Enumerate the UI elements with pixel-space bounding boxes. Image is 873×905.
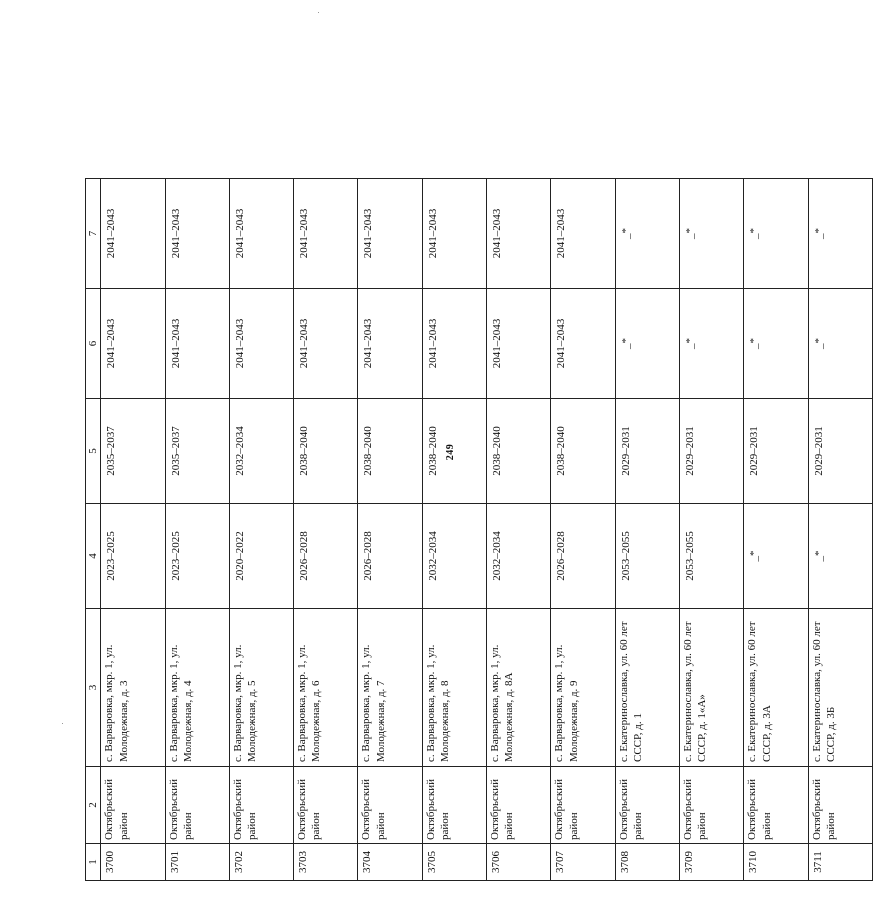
period-cell-5: 2035–2037 [165,399,229,504]
period-cell-6: 2041–2043 [422,289,486,399]
table-row [808,179,872,881]
district-cell: Октябрьский район [808,767,872,844]
period-cell-5: 2029–2031 [679,399,743,504]
period-cell-7: _* [744,179,808,289]
period-cell-4: 2026–2028 [551,504,615,609]
table-row [615,179,679,881]
address-cell: с. Варваровка, мкр. 1, ул. Молодежная, д. 4 [165,609,229,767]
period-cell-7: 2041–2043 [294,179,358,289]
table-row [422,179,486,881]
period-cell-6: _* [808,289,872,399]
column-header-6: 6 [86,289,101,399]
period-cell-5: 2029–2031 [615,399,679,504]
table-row [744,179,808,881]
period-cell-5: 2038–2040 [358,399,422,504]
column-header-3: 3 [86,609,101,767]
row-number: 3703 [294,844,358,881]
row-number: 3701 [165,844,229,881]
table-row [551,179,615,881]
district-cell: Октябрьский район [487,767,551,844]
period-cell-7: _* [679,179,743,289]
district-cell: Октябрьский район [551,767,615,844]
scan-speck [62,723,63,724]
page-number: 249 [445,443,456,461]
period-cell-5: 2038–2040 [487,399,551,504]
period-cell-7: 2041–2043 [487,179,551,289]
address-cell: с. Варваровка, мкр. 1, ул. Молодежная, д. 3 [101,609,165,767]
address-cell: с. Екатеринославка, ул. 60 лет СССР, д. 1«А» [679,609,743,767]
period-cell-4: _* [744,504,808,609]
period-cell-6: 2041–2043 [487,289,551,399]
period-cell-4: 2053–2055 [679,504,743,609]
address-cell: с. Варваровка, мкр. 1, ул. Молодежная, д. 8А [487,609,551,767]
column-header-4: 4 [86,504,101,609]
period-cell-6: 2041–2043 [229,289,293,399]
district-cell: Октябрьский район [294,767,358,844]
address-cell: с. Екатеринославка, ул. 60 лет СССР, д. 1 [615,609,679,767]
address-cell: с. Варваровка, мкр. 1, ул. Молодежная, д. 7 [358,609,422,767]
scan-speck [318,12,319,13]
period-cell-5: 2035–2037 [101,399,165,504]
period-cell-4: 2032–2034 [422,504,486,609]
period-cell-6: _* [744,289,808,399]
schedule-table [85,178,873,881]
row-number: 3707 [551,844,615,881]
period-cell-5: 2038–2040 [294,399,358,504]
row-number: 3705 [422,844,486,881]
period-cell-5: 2038–2040 [551,399,615,504]
period-cell-7: 2041–2043 [229,179,293,289]
period-cell-7: 2041–2043 [422,179,486,289]
column-header-1: 1 [86,844,101,881]
period-cell-4: _* [808,504,872,609]
period-cell-5: 2029–2031 [808,399,872,504]
period-cell-7: 2041–2043 [101,179,165,289]
period-cell-4: 2032–2034 [487,504,551,609]
address-cell: с. Варваровка, мкр. 1, ул. Молодежная, д. 5 [229,609,293,767]
rotated-page-content [85,93,837,881]
table-row [229,179,293,881]
row-number: 3702 [229,844,293,881]
column-header-5: 5 [86,399,101,504]
period-cell-6: 2041–2043 [165,289,229,399]
district-cell: Октябрьский район [358,767,422,844]
period-cell-7: _* [615,179,679,289]
row-number: 3700 [101,844,165,881]
table-row [165,179,229,881]
address-cell: с. Варваровка, мкр. 1, ул. Молодежная, д. 8 [422,609,486,767]
row-number: 3709 [679,844,743,881]
period-cell-7: _* [808,179,872,289]
period-cell-5: 2038–2040 [422,399,486,504]
period-cell-6: 2041–2043 [358,289,422,399]
district-cell: Октябрьский район [229,767,293,844]
period-cell-6: _* [679,289,743,399]
period-cell-7: 2041–2043 [358,179,422,289]
district-cell: Октябрьский район [615,767,679,844]
address-cell: с. Варваровка, мкр. 1, ул. Молодежная, д. 9 [551,609,615,767]
period-cell-7: 2041–2043 [165,179,229,289]
district-cell: Октябрьский район [165,767,229,844]
district-cell: Октябрьский район [422,767,486,844]
period-cell-4: 2023–2025 [165,504,229,609]
table-row [679,179,743,881]
period-cell-7: 2041–2043 [551,179,615,289]
table-row [101,179,165,881]
district-cell: Октябрьский район [679,767,743,844]
table-row [294,179,358,881]
period-cell-6: _* [615,289,679,399]
row-number: 3708 [615,844,679,881]
period-cell-4: 2023–2025 [101,504,165,609]
period-cell-6: 2041–2043 [551,289,615,399]
column-header-2: 2 [86,767,101,844]
row-number: 3710 [744,844,808,881]
table-header-row [86,179,101,881]
period-cell-4: 2026–2028 [294,504,358,609]
period-cell-4: 2053–2055 [615,504,679,609]
district-cell: Октябрьский район [101,767,165,844]
period-cell-5: 2029–2031 [744,399,808,504]
address-cell: с. Екатеринославка, ул. 60 лет СССР, д. 3А [744,609,808,767]
district-cell: Октябрьский район [744,767,808,844]
row-number: 3704 [358,844,422,881]
column-header-7: 7 [86,179,101,289]
period-cell-4: 2020–2022 [229,504,293,609]
table-row [487,179,551,881]
address-cell: с. Варваровка, мкр. 1, ул. Молодежная, д. 6 [294,609,358,767]
period-cell-6: 2041–2043 [294,289,358,399]
table-row [358,179,422,881]
period-cell-4: 2026–2028 [358,504,422,609]
address-cell: с. Екатеринославка, ул. 60 лет СССР, д. 3Б [808,609,872,767]
row-number: 3711 [808,844,872,881]
period-cell-6: 2041–2043 [101,289,165,399]
row-number: 3706 [487,844,551,881]
period-cell-5: 2032–2034 [229,399,293,504]
